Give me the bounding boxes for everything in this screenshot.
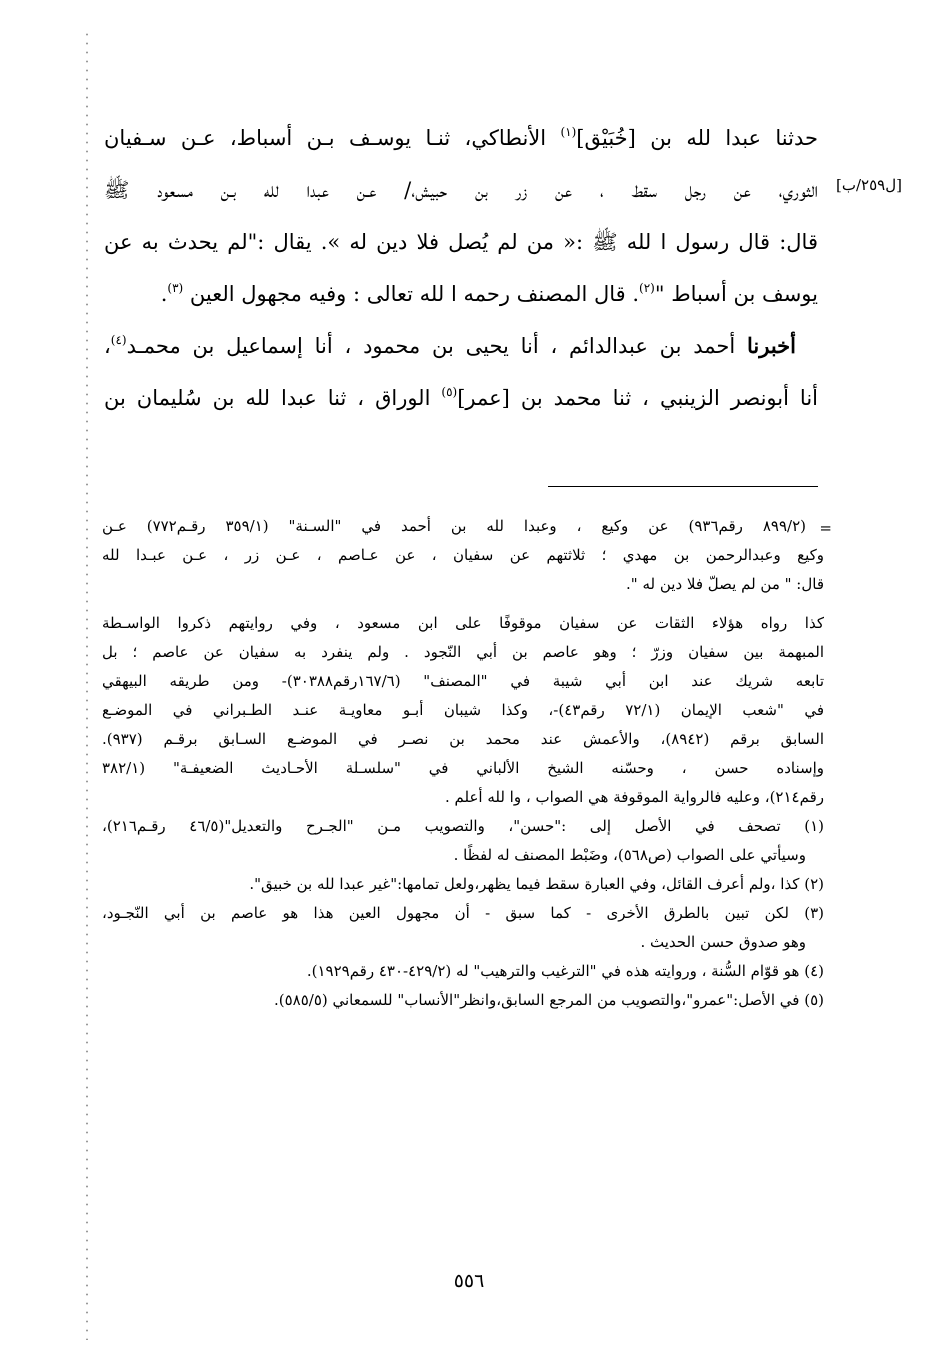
main-text bbox=[104, 112, 818, 424]
footnote-5 bbox=[102, 986, 824, 1015]
footnote-line: السابق برقم (٨٩٤٢)، والأعمش عند محمد بن نصـر في الموضـع السـابق برقـم (٩٣٧). bbox=[102, 730, 824, 748]
footnote-separator bbox=[548, 486, 818, 487]
main-line-6-end: الوراق ، ثنا عبدا لله بن سُليمان بن bbox=[104, 386, 442, 410]
footnote-line: المبهمة بين سفيان وزرّ ؛ وهو عاصم بن أبي النّجود . ولم ينفرد به سفيان عن عاصم ؛ بل bbox=[102, 643, 824, 661]
main-line-6 bbox=[104, 372, 818, 424]
main-line-1 bbox=[104, 112, 818, 164]
footnote-2 bbox=[102, 870, 824, 899]
main-line-4-mid: . قال المصنف رحمه ا لله تعالى : وفيه مجهول العين bbox=[183, 282, 640, 306]
footnote-3 bbox=[102, 899, 824, 957]
main-line-4 bbox=[104, 268, 818, 320]
footnote-ref-5[interactable]: (٥) bbox=[441, 385, 458, 399]
footnote-line: رقم٢١٤)، وعليه فالرواية الموقوفة هي الصواب ، وا لله أعلم . bbox=[444, 788, 824, 806]
footnote-line: (٥) في الأصل:"عمرو"،والتصويب من المرجع السابق،وانظر"الأنساب" للسمعاني (٥٨٥/٥). bbox=[273, 991, 824, 1009]
footnote-ref-1[interactable]: (١) bbox=[560, 125, 577, 139]
main-line-5-bold: أخبرنا bbox=[747, 333, 796, 358]
main-line-1-start: حدثنا عبدا لله بن [خُبَيْق] bbox=[576, 126, 818, 150]
main-line-1-end: الأنطاكي، ثنـا يوسـف بـن أسباط، عـن سـفيان bbox=[104, 126, 561, 150]
footnote-line: في "شعب الإيمان (٧٢/١ رقم٤٣)-، وكذا شيبان أبـو معاويـة عنـد الطـبراني في الموضـع bbox=[102, 701, 824, 719]
footnote-paragraph bbox=[102, 609, 824, 812]
main-line-4-start: يوسف بن أسباط " bbox=[654, 282, 818, 306]
main-line-4-end: . bbox=[160, 282, 168, 306]
scan-edge-dots bbox=[86, 30, 88, 1340]
footnote-line: كذا رواه هؤلاء الثقات عن سفيان موقوفًا على ابن مسعود ، وفي روايتهم ذكروا الواسـطة bbox=[102, 614, 824, 632]
main-line-5-mid: أحمد بن عبدالدائم ، أنا يحيى بن محمود ، أنا إسماعيل بن محمـد bbox=[126, 334, 748, 358]
footnote-line: (١) تصحف في الأصل إلى :"حسن"، والتصويب مـن "الجـرح والتعديل"(٤٦/٥ رقـم٢١٦)، bbox=[102, 817, 824, 835]
main-line-6-start: أنا أبونصر الزينبي ، ثنا محمد بن [عمر] bbox=[457, 386, 818, 410]
spacer bbox=[102, 599, 824, 609]
footnote-line: وإسناده حسن ، وحسّنه الشيخ الألباني في "سلسـلة الأحـاديث الضعيفـة" (٣٨٢/١ bbox=[102, 759, 824, 777]
footnote-line: قال: " من لم يصلّ فلا دين له ". bbox=[626, 575, 824, 593]
footnote-line: (٨٩٩/٢ رقم٩٣٦) عن وكيع ، وعبدا لله بن أحمد في "السـنة" (٣٥٩/١ رقـم٧٧٢) عـن bbox=[102, 517, 807, 535]
footnote-ref-4[interactable]: (٤) bbox=[110, 333, 127, 347]
main-line-2: الثوري، عن رجل سقط ، عن زر بن حبيش،/ عـن عبدا لله بـن مسعود ﷺ bbox=[104, 178, 818, 202]
page-number: ٥٥٦ bbox=[453, 1270, 485, 1292]
footnote-ref-3[interactable]: (٣) bbox=[167, 281, 184, 295]
main-line-5-end: ، bbox=[104, 334, 111, 358]
footnote-4 bbox=[102, 957, 824, 986]
footnote-line: وسيأتي على الصواب (ص٥٦٨)، وضَبْط المصنف له لفظًا . bbox=[453, 846, 806, 864]
footnote-line: (٢) كذا ،ولم أعرف القائل، وفي العبارة سقط فيما يظهر،ولعل تمامها:"غير عبدا لله بن خبيق". bbox=[249, 875, 824, 893]
footnote-line: وهو صدوق حسن الحديث . bbox=[640, 933, 806, 951]
main-line-5 bbox=[104, 320, 818, 372]
footnotes bbox=[102, 512, 832, 1015]
footnote-continuation bbox=[102, 512, 832, 599]
main-line-3: قال: قال رسول ا لله ﷺ :« من لم يُصل فلا دين له ». يقال :"لم يحدث به عن bbox=[104, 230, 818, 254]
manuscript-folio-marker: [ل٢٥٩/ب] bbox=[836, 176, 902, 194]
footnote-line: (٤) هو قوّام السُّنة ، وروايته هذه في "الترغيب والترهيب" له (٤٢٩/٢-٤٣٠ رقم١٩٢٩). bbox=[306, 962, 824, 980]
footnote-ref-2[interactable]: (٢) bbox=[639, 281, 655, 295]
continuation-mark: = bbox=[819, 519, 832, 537]
footnote-1 bbox=[102, 812, 824, 870]
footnote-line: (٣) لكن تبين بالطرق الأخرى - كما سبق - أن مجهول العين هذا هو عاصم بن أبي النّجـود، bbox=[102, 904, 824, 922]
footnote-line: تابعه شريك عند ابن أبي شيبة في "المصنف" (١٦٧/٦رقم٣٠٣٨٨)- ومن طريقه البيهقي bbox=[102, 672, 824, 690]
footnote-line: وكيع وعبدالرحمن بن مهدي ؛ ثلاثتهم عن سفيان ، عن عـاصم ، عـن زر ، عـن عبـدا لله bbox=[102, 546, 824, 564]
